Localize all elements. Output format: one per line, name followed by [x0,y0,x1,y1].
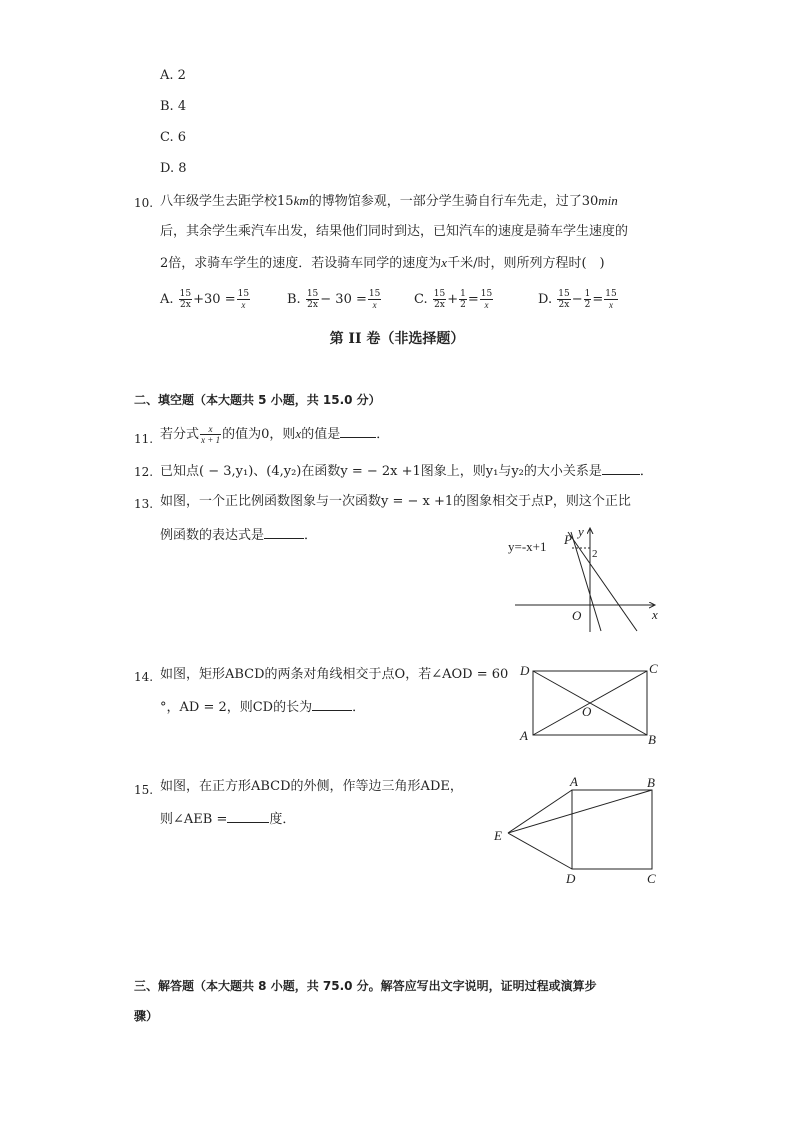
segment-ed [508,833,572,869]
section2-heading: 二、填空题（本大题共 5 小题，共 15.0 分） [134,393,381,407]
q15-line1: 如图，在正方形ABCD的外侧，作等边三角形ADE， [160,779,463,794]
q10-option-d: D. $\frac{15}{2x}$ − $\frac{1}{2}$ = $\frac{15}{x}$ [538,289,617,310]
q9-option-c: C. 6 [160,130,187,145]
q10-option-a: A. $\frac{15}{2x}$ +30 = $\frac{15}{x}$ [160,289,250,310]
vertex-c-label: C [647,871,656,886]
line-label: y=-x+1 [508,539,547,554]
q9-option-a: A. 2 [160,68,186,83]
center-o-label: O [582,704,592,719]
q13-answer-blank [264,526,304,539]
q14-line1: 如图，矩形ABCD的两条对角线相交于点O，若∠AOD = 60 [160,667,509,682]
y-axis-label: y [578,524,584,539]
segment-eb [508,790,652,833]
part2-title: 第 II 卷（非选择题） [329,331,465,347]
q10-line1: 八年级学生去距学校15km的博物馆参观，一部分学生骑自行车先走，过了30min [160,193,618,209]
q13-number: 13. [134,497,154,511]
vertex-e-label: E [494,828,502,843]
q10-line2: 后，其余学生乘汽车出发，结果他们同时到达，已知汽车的速度是骑车学生速度的 [160,224,629,239]
figure-13-graph [505,520,665,635]
section3-heading-line1: 三、解答题（本大题共 8 小题，共 75.0 分。解答应写出文字说明，证明过程或演算步 [134,979,597,993]
q12-number: 12. [134,465,154,479]
x-axis-label: x [652,607,658,622]
q12-text: 已知点( − 3,y₁)、(4,y₂)在函数y = − 2x +1图象上，则y₁与y₂的大小关系是 ． [160,464,653,479]
figure-14-rectangle [515,658,665,748]
q9-option-d: D. 8 [160,161,187,176]
q11-number: 11. [134,432,154,446]
vertex-d-label: D [566,871,576,886]
q10-number: 10. [134,196,154,210]
q13-line2: 例函数的表达式是 ． [160,528,318,543]
q14-number: 14. [134,670,154,684]
point-p-label: P [564,532,572,547]
q12-answer-blank [602,462,640,475]
q11-text: 若分式 $\frac{x}{x + 1}$ 的值为0，则x的值是 ． [160,424,390,445]
origin-label: O [572,608,582,623]
vertex-b-label: B [648,732,656,747]
q15-answer-blank [227,810,269,823]
q9-option-b: B. 4 [160,99,187,114]
q10-option-c: C. $\frac{15}{2x}$ + $\frac{1}{2}$ = $\frac{15}{x}$ [414,289,493,310]
segment-ea [508,790,572,833]
figure-15-square-triangle [490,770,665,890]
q10-line3: 2倍，求骑车学生的速度．若设骑车同学的速度为x千米/时，则所列方程时( ) [160,255,605,271]
section3-heading-line2: 骤） [134,1009,159,1023]
vertex-d-label: D [520,663,530,678]
q13-line1: 如图，一个正比例函数图象与一次函数y = − x +1的图象相交于点P，则这个正比 [160,494,631,509]
vertex-b-label: B [647,775,655,790]
vertex-a-label: A [520,728,528,743]
vertex-a-label: A [570,774,578,789]
q15-number: 15. [134,783,154,797]
q15-line2: 则∠AEB = 度． [160,812,296,827]
q11-answer-blank [340,425,376,438]
q10-option-b: B. $\frac{15}{2x}$ − 30 = $\frac{15}{x}$ [287,289,381,310]
y-intercept-label: 2 [592,548,598,560]
q14-line2: °，AD = 2，则CD的长为 ． [160,700,366,715]
vertex-c-label: C [649,661,658,676]
q14-answer-blank [312,698,352,711]
